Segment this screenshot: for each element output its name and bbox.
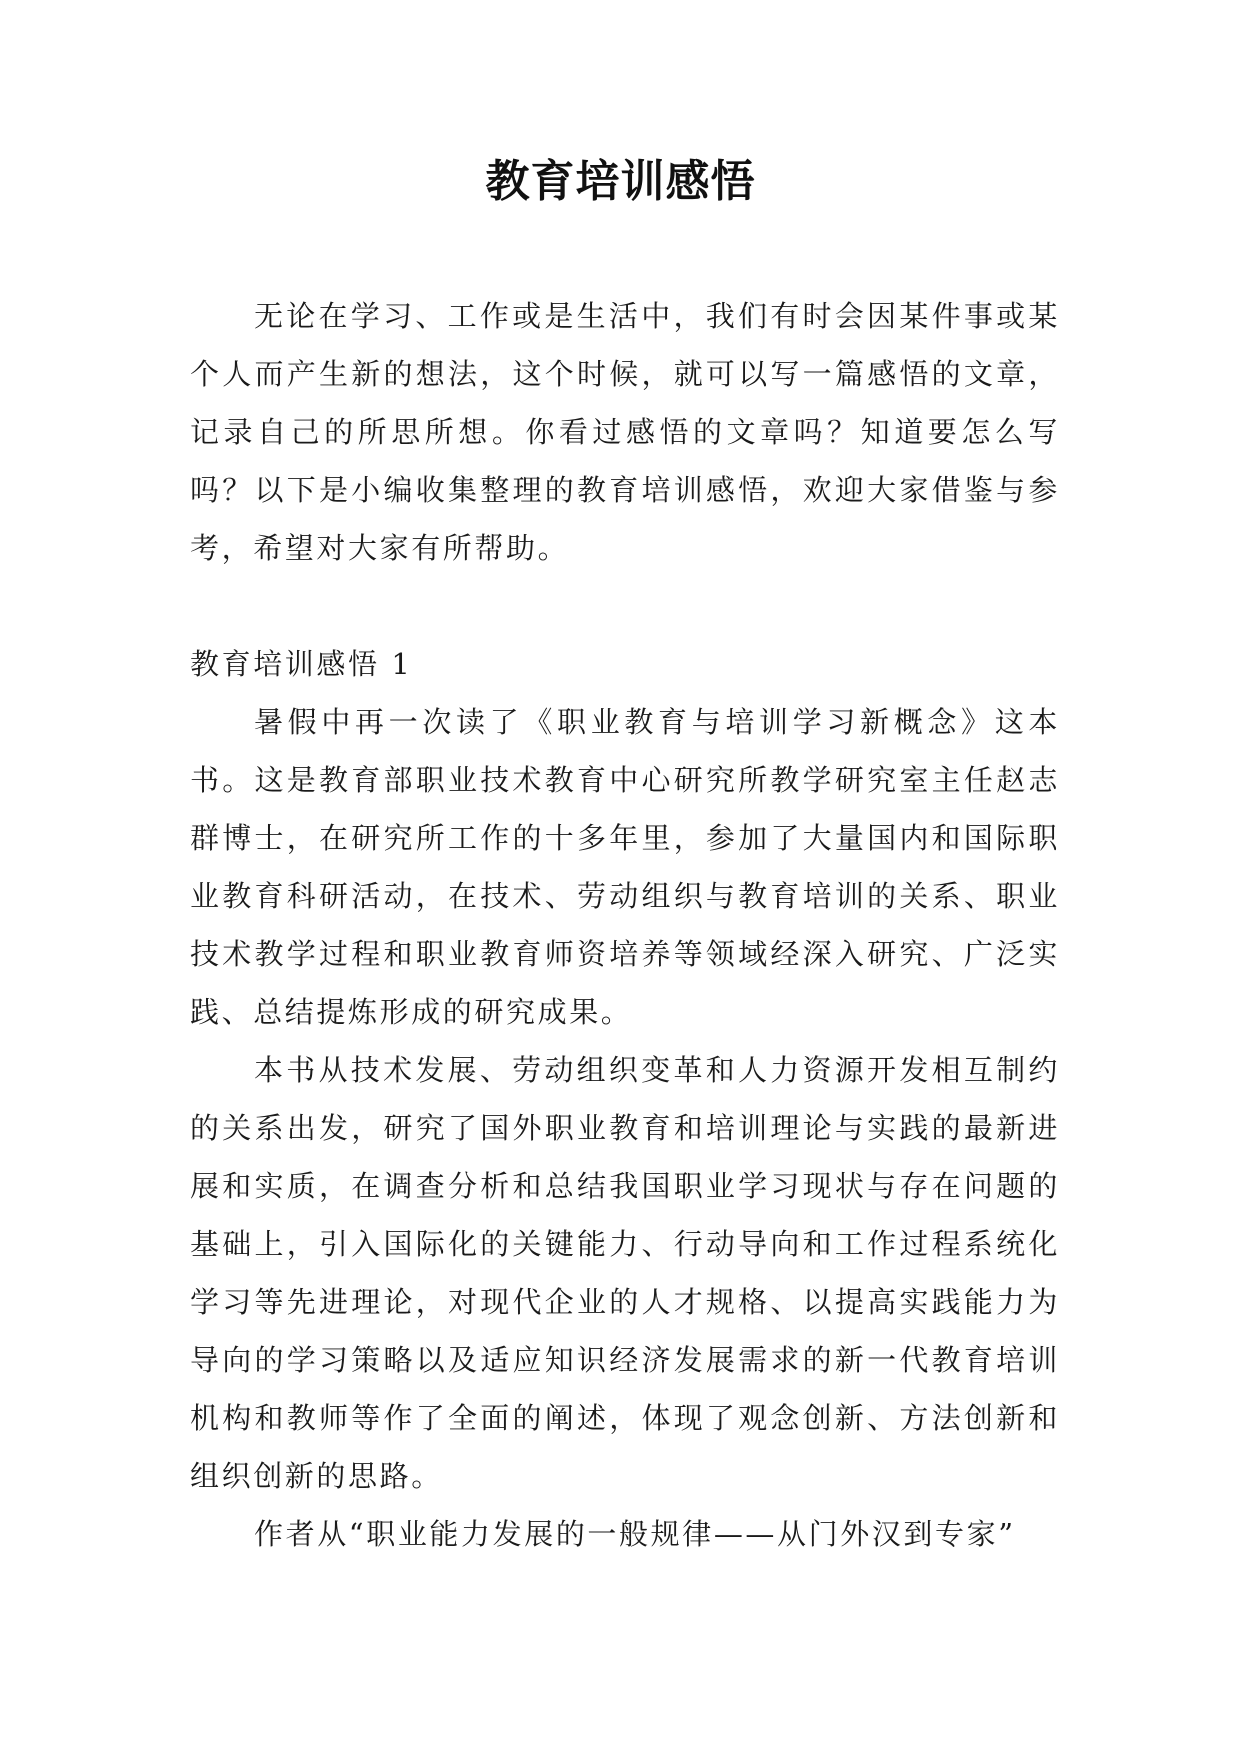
section-heading: 教育培训感悟 1 bbox=[190, 647, 413, 681]
intro-paragraph: 无论在学习、工作或是生活中，我们有时会因某件事或某个人而产生新的想法，这个时候，就可以写一篇感悟的文章，记录自己的所思所想。你看过感悟的文章吗？知道要怎么写吗？以下是小编收集整理的教育培训感悟，欢迎大家借鉴与参考，希望对大家有所帮助。 bbox=[190, 299, 1060, 565]
section-paragraph: 作者从“职业能力发展的一般规律——从门外汉到专家” bbox=[254, 1517, 1016, 1551]
document-title: 教育培训感悟 bbox=[485, 156, 756, 207]
section-paragraph: 暑假中再一次读了《职业教育与培训学习新概念》这本书。这是教育部职业技术教育中心研究所教学研究室主任赵志群博士，在研究所工作的十多年里，参加了大量国内和国际职业教育科研活动，在技术、劳动组织与教育培训的关系、职业技术教学过程和职业教育师资培养等领域经深入研究、广泛实践、总结提炼形成的研究成果。 bbox=[190, 705, 1060, 1029]
section-paragraph: 本书从技术发展、劳动组织变革和人力资源开发相互制约的关系出发，研究了国外职业教育和培训理论与实践的最新进展和实质，在调查分析和总结我国职业学习现状与存在问题的基础上，引入国际化的关键能力、行动导向和工作过程系统化学习等先进理论，对现代企业的人才规格、以提高实践能力为导向的学习策略以及适应知识经济发展需求的新一代教育培训机构和教师等作了全面的阐述，体现了观念创新、方法创新和组织创新的思路。 bbox=[190, 1053, 1060, 1493]
